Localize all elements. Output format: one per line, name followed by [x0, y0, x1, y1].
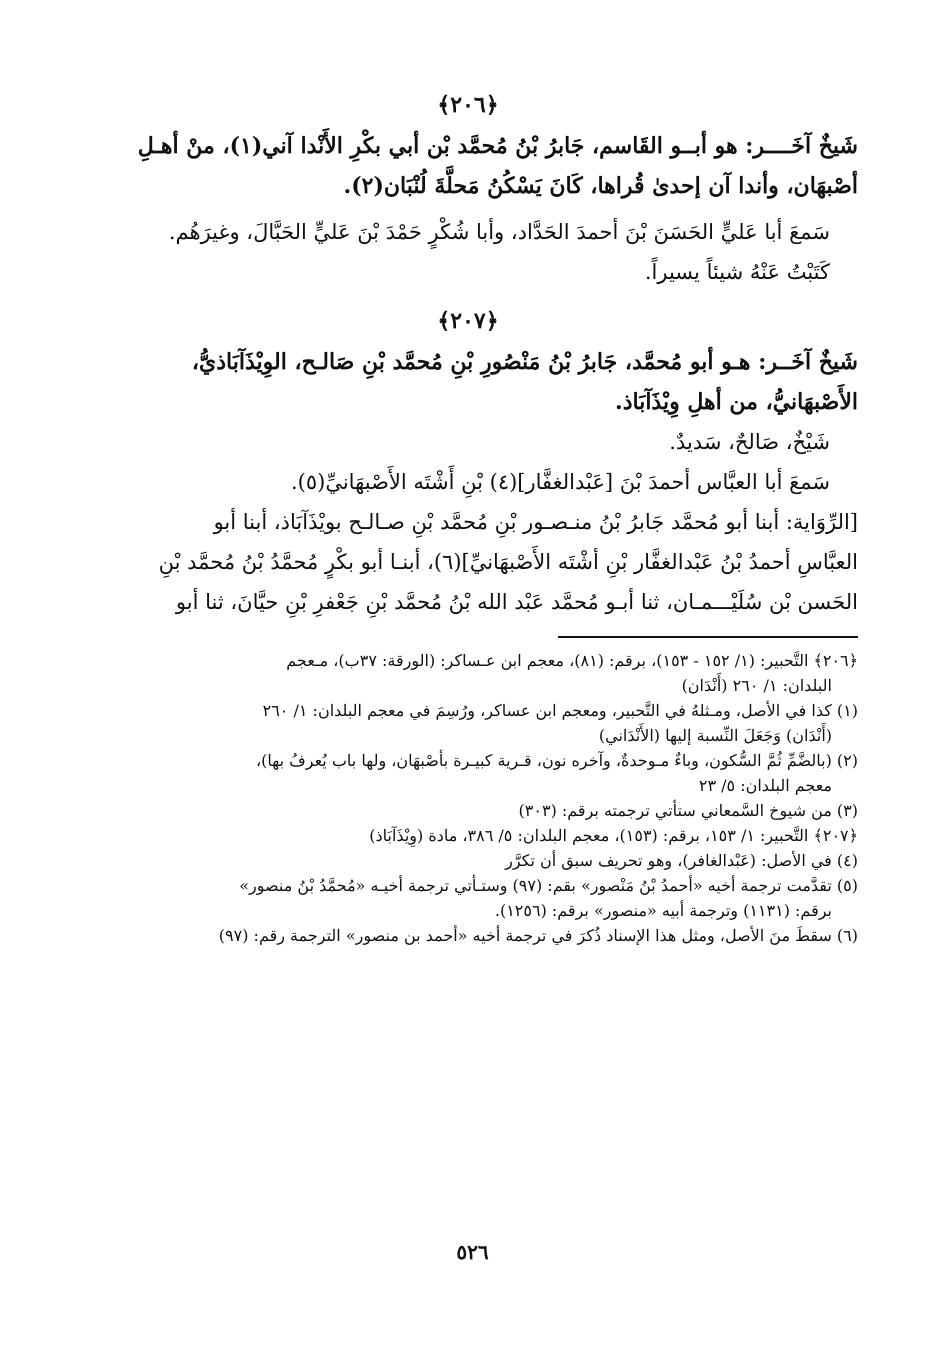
footnote-4: (٤) في الأصل: (عَبْدالغافر)، وهو تحريف سبق أن تكرَّر	[505, 851, 858, 870]
footnote-207: ﴿٢٠٧﴾ التَّحبير: ١/ ١٥٣، برقم: (١٥٣)، معجم البلدان: ٥/ ٣٨٦، مادة (وِيْذَآبَاذ)	[369, 826, 858, 845]
entry-206-line-3: سَمعَ أبا عَليٍّ الحَسَنَ بْنَ أحمدَ الحَدَّاد، وأبا شُكْرٍ حَمْدَ بْنَ عَليٍّ الحَبَّالَ، وغيرَهُم.	[168, 220, 830, 244]
entry-number-207: ﴿٢٠٧﴾	[437, 308, 499, 334]
entry-207-line-4: سَمعَ أبا العبَّاس أحمدَ بْنَ [عَبْدالغفَّار](٤) بْنِ أَشْتَه الأَصْبهَانيِّ(٥).	[290, 470, 830, 494]
entry-207-line-7: الحَسن بْن سُلَيْـــمـان، ثنا أبـو مُحمَّد عَبْد الله بْنُ مُحمَّد بْنِ جَعْفرِ بْنِ حيَّانَ، ثنا أبو	[175, 590, 858, 614]
entry-207-line-1: شَيخٌ آخَــر: هـو أبو مُحمَّد، جَابرُ بْنُ مَنْصُورِ بْنِ مُحمَّد بْنِ صَالـح، الوِيْذَآبَاذيُّ،	[191, 349, 858, 375]
footnote-divider	[558, 636, 858, 638]
entry-207-line-5: [الرِّوَاية: أبنا أبو مُحمَّد جَابرُ بْنُ منـصـور بْنِ مُحمَّد بْنِ صـالـح بويْذَآبَاذ، أبنا أبو	[213, 510, 858, 534]
entry-206-line-2: أصْبهَان، وأندا آن إحدىٰ قُراها، كَانَ يَسْكُنُ مَحلَّةَ لُنْبَان(٢).	[343, 173, 858, 199]
entry-206-line-1: شَيخٌ آخَــــر: هو أبــو القَاسم، جَابرُ بْنُ مُحمَّد بْن أبي بكْرِ الأَنْدا آني(١)، منْ أهـلِ	[137, 133, 858, 159]
footnote-3: (٣) من شيوخ السَّمعاني ستأتي ترجمته برقم: (٣٠٣)	[518, 801, 858, 820]
footnote-1: (١) كذا في الأصل، ومـثلهُ في التَّحبير، ومعجم ابن عساكر، ورُسِمَ في معجم البلدان: ١/ ٢٦٠ (أَنْدَان) وَجَعَلَ النِّسبة إليها (الأَنْدَاني)	[262, 701, 858, 745]
entry-207-line-2: الأَصْبهَانيُّ، من أهلِ وِيْذَآبَاذ.	[615, 389, 858, 415]
entry-207-line-3: شَيْخٌ، صَالحٌ، سَديدٌ.	[669, 430, 830, 454]
entry-number-206: ﴿٢٠٦﴾	[437, 92, 499, 118]
footnote-6: (٦) سقطَ منَ الأصل، ومثل هذا الإسناد ذُكرَ في ترجمة أخيه «أحمد بن منصور» الترجمة رقم: (٩٧)	[218, 926, 858, 945]
footnotes	[78, 648, 858, 948]
entry-206-line-4: كَتَبْتُ عَنْهُ شيئاً يسيراً.	[644, 260, 830, 284]
entry-207-line-6: العبَّاسِ أحمدُ بْنُ عَبْدالغفَّار بْنِ أشْتَه الأَصْبهَانيِّ](٦)، أبنـا أبو بكْرٍ مُحمَّدُ بْنُ مُحمَّد بْنِ	[158, 550, 858, 574]
page-number: ٥٢٦	[456, 1240, 489, 1264]
footnote-206: ﴿٢٠٦﴾ التَّحبير: (١/ ١٥٢ - ١٥٣)، برقم: (٨١)، معجم ابن عـساكر: (الورقة: ٣٧ب)، مـعجم البلدان: ١/ ٢٦٠ (أَنْدَان)	[286, 651, 858, 695]
footnote-2: (٢) (بالضَّمِّ ثُمَّ السُّكون، وباءٌ مـوحدةٌ، وآخره نون، قـرية كبيـرة بأصْبهَان، ولها باب يُعرفُ بها)، معجم البلدان: ٥/ ٢٣	[255, 751, 858, 795]
book-page	[78, 92, 858, 948]
footnote-5: (٥) تقدَّمت ترجمة أخيه «أحمدُ بْنُ مَنْصور» بقم: (٩٧) وستـأتي ترجمة أخيـه «مُحمَّدُ بْنُ منصور» برقم: (١١٣١) وترجمة أبيه «منصور» برقم: (١٢٥٦).	[239, 876, 858, 920]
